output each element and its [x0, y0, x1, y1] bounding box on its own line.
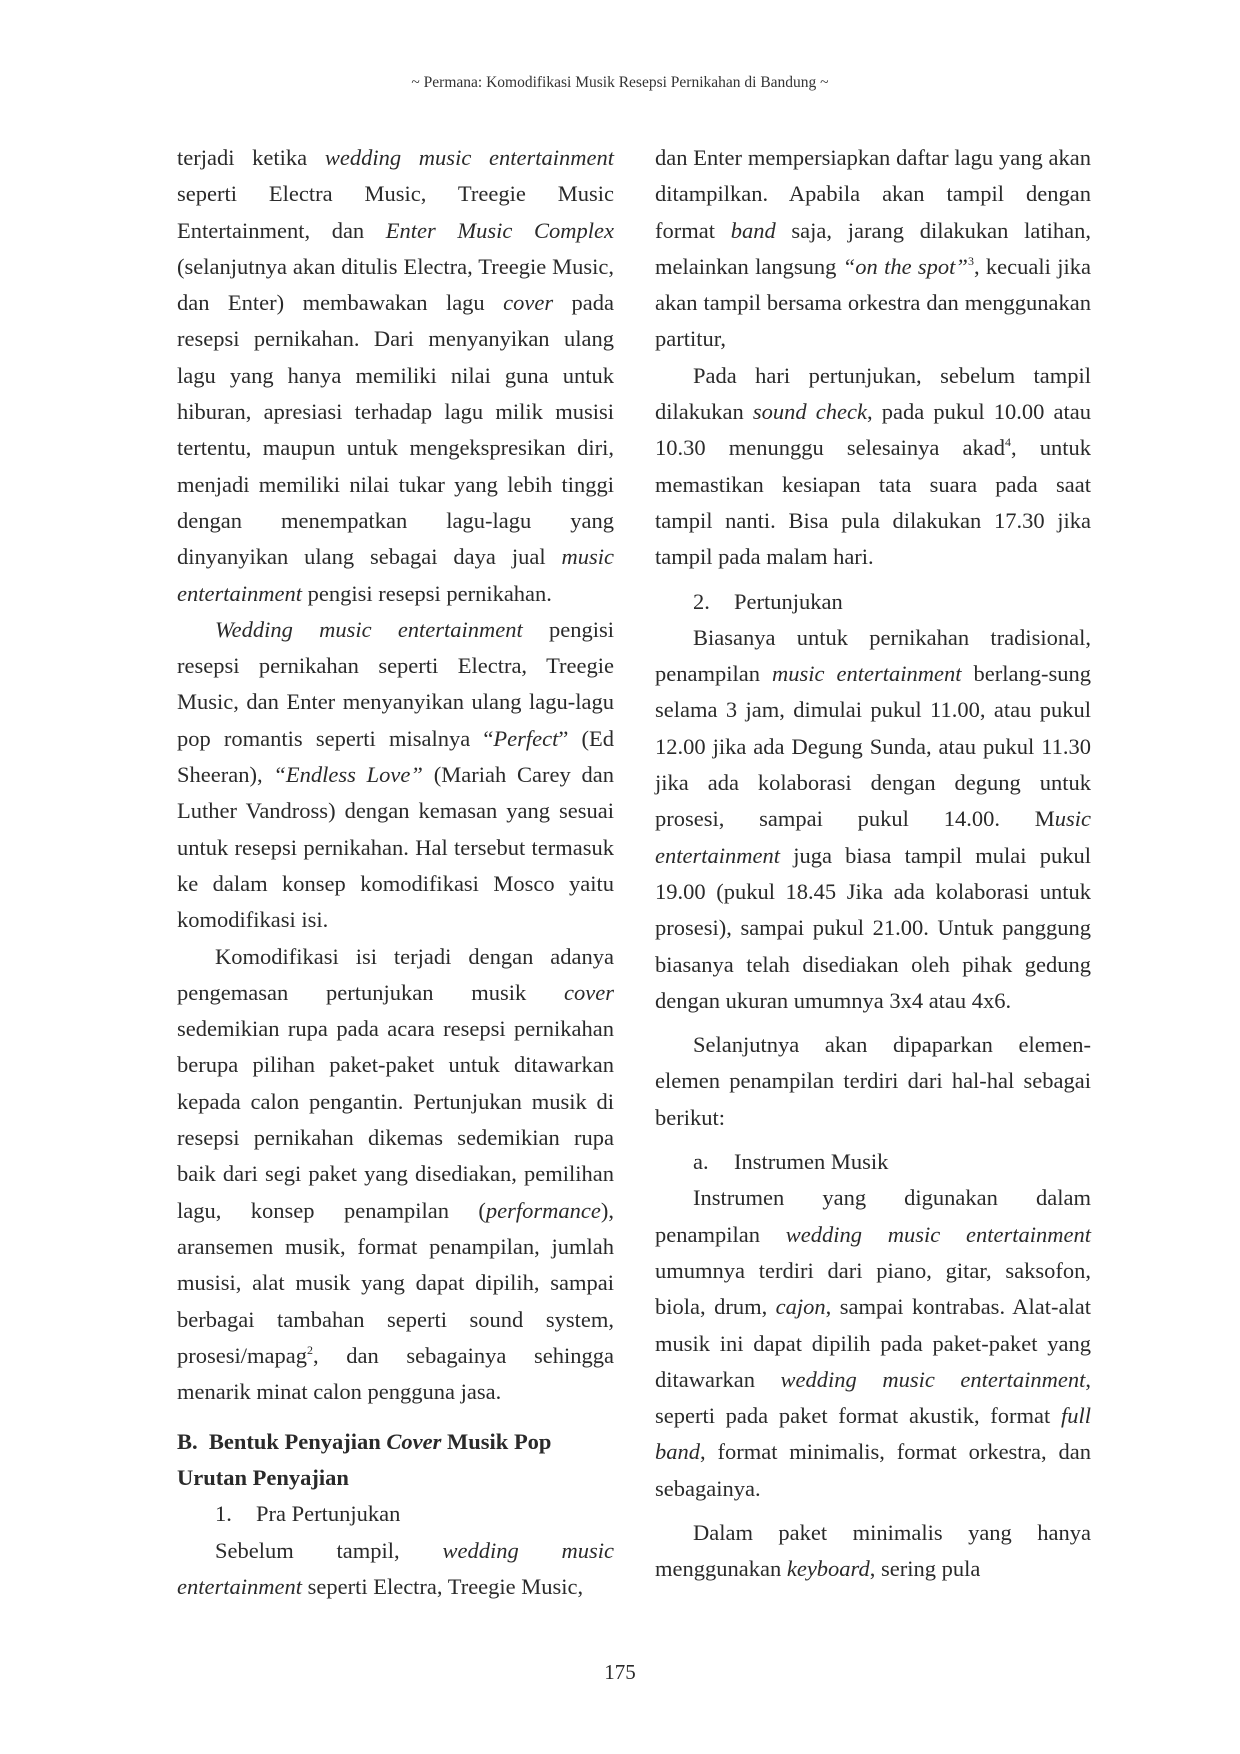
paragraph: Dalam paket minimalis yang hanya menggunakan keyboard, sering pula	[655, 1519, 1091, 1582]
left-column	[177, 140, 614, 1605]
footnote-marker: 2	[306, 1342, 313, 1357]
paragraph: Komodifikasi isi terjadi dengan adanya pengemasan pertunjukan musik cover sedemikian rupa pada acara resepsi pernikahan berupa pilihan paket-paket untuk ditawarkan kepada calon pengantin. Pertunjukan musik di resepsi pernikahan dikemas sedemikian rupa baik dari segi paket yang disediakan, pemilihan lagu, konsep penampilan (performance), aransemen musik, format penampilan, jumlah musisi, alat musik yang dapat dipilih, sampai berbagai tambahan seperti sound system, prosesi/mapag$^2$, dan sebagainya sehingga menarik minat calon pengguna jasa.	[177, 943, 614, 1405]
right-column	[655, 140, 1091, 1588]
paragraph: Sebelum tampil, wedding music entertainment seperti Electra, Treegie Music,	[177, 1537, 614, 1599]
subsection-heading: Urutan Penyajian	[177, 1465, 349, 1491]
footnote-marker: 3	[967, 253, 974, 268]
enumerated-item: a. Instrumen Musik	[693, 1149, 889, 1175]
footnote-marker: 4	[1004, 435, 1011, 450]
paragraph: Instrumen yang digunakan dalam penampilan wedding music entertainment umumnya terdiri dari piano, gitar, saksofon, biola, drum, cajon, sampai kontrabas. Alat-alat musik ini dapat dipilih pada paket-paket yang ditawarkan wedding music entertainment, seperti pada paket format akustik, format full band, format minimalis, format orkestra, dan sebagainya.	[655, 1185, 1091, 1501]
enumerated-item: 2. Pertunjukan	[693, 588, 843, 614]
enumerated-item: 1. Pra Pertunjukan	[215, 1501, 401, 1527]
page-number: 175	[604, 1660, 636, 1684]
paragraph: terjadi ketika wedding music entertainment seperti Electra Music, Treegie Music Entertainment, dan Enter Music Complex (selanjutnya akan ditulis Electra, Treegie Music, dan Enter) membawakan lagu cover pada resepsi pernikahan. Dari menyanyikan ulang lagu yang hanya memiliki nilai guna untuk hiburan, apresiasi terhadap lagu milik musisi tertentu, maupun untuk mengekspresikan diri, menjadi memiliki nilai tukar yang lebih tinggi dengan menempatkan lagu-lagu yang dinyanyikan ulang sebagai daya jual music entertainment pengisi resepsi pernikahan.	[177, 145, 614, 606]
paragraph: Wedding music entertainment pengisi resepsi pernikahan seperti Electra, Treegie Music, dan Enter menyanyikan ulang lagu-lagu pop romantis seperti misalnya “Perfect” (Ed Sheeran), “Endless Love” (Mariah Carey dan Luther Vandross) dengan kemasan yang sesuai untuk resepsi pernikahan. Hal tersebut termasuk ke dalam konsep komodifikasi Mosco yaitu komodifikasi isi.	[177, 616, 614, 933]
section-heading: B. Bentuk Penyajian Cover Musik Pop Urutan Penyajian	[177, 1429, 552, 1491]
paragraph: Biasanya untuk pernikahan tradisional, penampilan music entertainment berlang-sung selama 3 jam, dimulai pukul 11.00, atau pukul 12.00 jika ada Degung Sunda, atau pukul 11.30 jika ada kolaborasi dengan degung untuk prosesi, sampai pukul 14.00. Music entertainment juga biasa tampil mulai pukul 19.00 (pukul 18.45 Jika ada kolaborasi untuk prosesi), sampai pukul 21.00. Untuk panggung biasanya telah disediakan oleh pihak gedung dengan ukuran umumnya 3x4 atau 4x6.	[655, 624, 1091, 1013]
paragraph: dan Enter mempersiapkan daftar lagu yang akan ditampilkan. Apabila akan tampil dengan format band saja, jarang dilakukan latihan, melainkan langsung “on the spot”$^3$, kecuali jika akan tampil bersama orkestra dan menggunakan partitur,	[655, 145, 1091, 352]
paragraph: Selanjutnya akan dipaparkan elemen-elemen penampilan terdiri dari hal-hal sebagai berikut:	[655, 1032, 1091, 1130]
paragraph: Pada hari pertunjukan, sebelum tampil dilakukan sound check, pada pukul 10.00 atau 10.30 menunggu selesainya akad$^4$, untuk memastikan kesiapan tata suara pada saat tampil nanti. Bisa pula dilakukan 17.30 jika tampil pada malam hari.	[655, 362, 1092, 570]
running-head: ~ Permana: Komodifikasi Musik Resepsi Pernikahan di Bandung ~	[411, 74, 829, 91]
